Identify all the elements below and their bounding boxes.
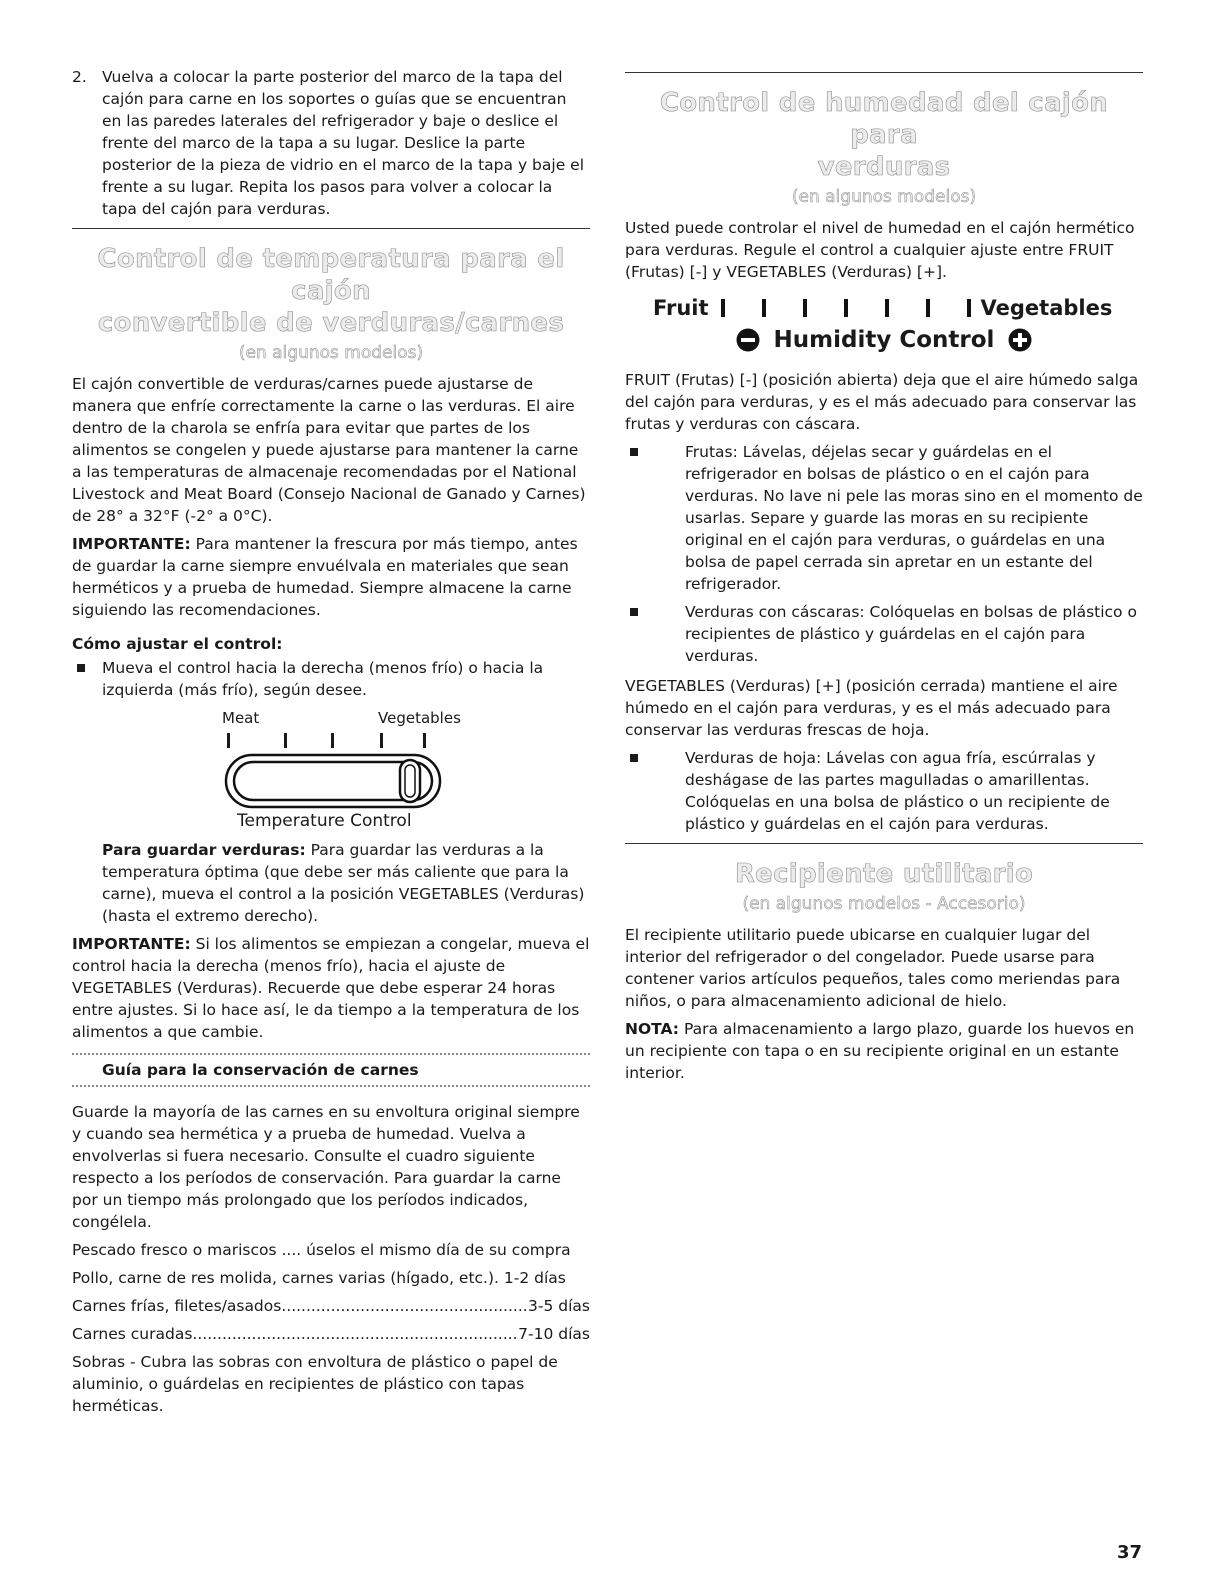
tick-mark (331, 733, 334, 748)
vegetable-tips-list (625, 747, 1143, 835)
scale-bar (762, 299, 766, 317)
guide-value: 7-10 días (518, 1325, 590, 1343)
humidity-section-title (625, 87, 1143, 183)
guide-item: Carnes frías, filetes/asados (72, 1297, 282, 1315)
store-vegetables-label: Para guardar verduras: (102, 841, 306, 859)
important-note-2 (72, 933, 590, 1043)
important-label: IMPORTANTE: (72, 535, 191, 553)
title-line-2: convertible de verduras/carnes (97, 308, 565, 338)
fruit-label: Fruit (653, 296, 709, 320)
section-divider (625, 843, 1143, 844)
tick-mark (423, 733, 426, 748)
minus-circle-icon[interactable] (736, 328, 760, 352)
guide-value: 3-5 días (528, 1297, 590, 1315)
humidity-control-row (625, 323, 1143, 357)
slider-knob-icon (400, 760, 420, 802)
guide-item: Carnes curadas (72, 1325, 193, 1343)
left-column (72, 66, 590, 1423)
temperature-section-subtitle: (en algunos modelos) (238, 343, 424, 363)
meat-label: Meat (222, 709, 260, 727)
meat-guide-heading: Guía para la conservación de carnes (72, 1053, 590, 1087)
important-text: Para mantener la frescura por más tiempo, antes de guardar la carne siempre envuélvala en materiales que sean herméticos y a prueba de humedad. Siempre almacene la carne siguiendo las recomendaciones. (72, 535, 578, 619)
note-label: NOTA: (625, 1020, 680, 1038)
temperature-intro: El cajón convertible de verduras/carnes puede ajustarse de manera que enfríe correctamente la carne o las verduras. El aire dentro de la charola se enfría para evitar que partes de los alimentos se congelen y puede ajustarse para mantener la carne a las temperaturas de almacenaje recomendadas por el National Livestock and Meat Board (Consejo Nacional de Ganado y Carnes) de 28° a 32°F (-2° a 0°C). (72, 375, 586, 525)
step-2 (72, 66, 590, 220)
page-number: 37 (1116, 1542, 1142, 1563)
plus-circle-icon[interactable] (1008, 328, 1032, 352)
list-item: Verduras de hoja: Lávelas con agua fría, escúrralas y deshágase de las partes magulladas o amarillentas. Colóquelas en una bolsa de plástico o un recipiente de plástico y guárdelas en el cajón para verduras. (625, 747, 1143, 835)
tick-mark (380, 733, 383, 748)
utility-bin-title: Recipiente utilitario (734, 859, 1034, 889)
list-item (72, 657, 590, 701)
step-text: Vuelva a colocar la parte posterior del marco de la tapa del cajón para carne en los soportes o guías que se encuentran en las paredes laterales del refrigerador y baje o deslice el frente del marco de la tapa a su lugar. Deslice la parte posterior de la pieza de vidrio en el marco de la tapa y baje el frente a su lugar. Repita los pasos para volver a colocar la tapa del cajón para verduras. (102, 68, 584, 218)
list-item-text: Mueva el control hacia la derecha (menos frío) o hacia la izquierda (más frío), según desee. (102, 659, 544, 699)
scale-bar (721, 299, 725, 317)
humidity-intro: Usted puede controlar el nivel de humedad en el cajón hermético para verduras. Regule el control a cualquier ajuste entre FRUIT (Frutas) [-] y VEGETABLES (Verduras) [+]. (625, 219, 1135, 281)
how-to-heading: Cómo ajustar el control: (72, 635, 283, 653)
section-divider (625, 72, 1143, 73)
vegetables-label: Vegetables (980, 296, 1113, 320)
humidity-section-subtitle: (en algunos modelos) (791, 187, 977, 207)
meat-guide-row: Pollo, carne de res molida, carnes varias (hígado, etc.). 1-2 días (72, 1269, 566, 1287)
temperature-control-diagram (72, 709, 590, 829)
vegetables-label: Vegetables (378, 709, 461, 727)
store-vegetables-text: Para guardar las verduras a la temperatura óptima (que debe ser más caliente que para la carne), mueva el control a la posición VEGETABLES (Verduras) (hasta el extremo derecho). (102, 841, 585, 925)
utility-bin-subtitle: (en algunos modelos - Accesorio) (742, 894, 1026, 914)
dot-leader (281, 1295, 528, 1317)
step-number: 2. (72, 68, 87, 86)
meat-guide-row (72, 1295, 590, 1317)
list-item: Verduras con cáscaras: Colóquelas en bolsas de plástico o recipientes de plástico y guárdelas en el cajón para verduras. (625, 601, 1143, 667)
note-paragraph (625, 1018, 1143, 1084)
vegetables-setting-text: VEGETABLES (Verduras) [+] (posición cerrada) mantiene el aire húmedo en el cajón para verduras, y es el más adecuado para conservar las verduras frescas de hoja. (625, 677, 1118, 739)
scale-bar (803, 299, 807, 317)
fruit-tips-list (625, 441, 1143, 667)
important-text: Si los alimentos se empiezan a congelar, mueva el control hacia la derecha (menos frío), hacia el ajuste de VEGETABLES (Verduras). Recuerde que debe esperar 24 horas entre ajustes. Si lo hace así, le da tiempo a la temperatura de los alimentos a que cambie. (72, 935, 590, 1041)
temperature-control-caption: Temperature Control (237, 811, 412, 831)
tick-mark (227, 733, 230, 748)
meat-guide-intro: Guarde la mayoría de las carnes en su envoltura original siempre y cuando sea hermética y a prueba de humedad. Vuelva a envolverlas si fuera necesario. Consulte el cuadro siguiente respecto a los períodos de conservación. Para guardar la carne por un tiempo más prolongado que los períodos indicados, congélela. (72, 1103, 580, 1231)
utility-bin-text: El recipiente utilitario puede ubicarse en cualquier lugar del interior del refrigerador o del congelador. Puede usarse para contener varios artículos pequeños, tales como meriendas para niños, o para almacenamiento adicional de hielo. (625, 926, 1121, 1010)
how-to-list (72, 657, 590, 701)
title-line-2: verduras (817, 152, 951, 182)
humidity-control-label: Humidity Control (773, 327, 995, 353)
humidity-scale (625, 293, 1143, 323)
scale-bar (844, 299, 848, 317)
title-line-1: Control de humedad del cajón para (659, 88, 1109, 150)
right-column (625, 72, 1143, 1090)
title-line-1: Control de temperatura para el cajón (97, 244, 565, 306)
important-label: IMPORTANTE: (72, 935, 191, 953)
list-item: Frutas: Lávelas, déjelas secar y guárdelas en el refrigerador en bolsas de plástico o en el cajón para verduras. No lave ni pele las moras sino en el momento de usarlas. Separe y guarde las moras en su recipiente original en el cajón para verduras, o guárdelas en una bolsa de papel cerrada sin apretar en un estante del refrigerador. (625, 441, 1143, 595)
scale-bar (885, 299, 889, 317)
slider-track-icon[interactable] (224, 753, 444, 809)
dot-leader (192, 1323, 518, 1345)
meat-guide-row (72, 1323, 590, 1345)
temperature-section-title (72, 243, 590, 339)
meat-guide-row: Pescado fresco o mariscos .... úselos el mismo día de su compra (72, 1241, 571, 1259)
store-vegetables-paragraph (72, 839, 590, 927)
tick-mark (284, 733, 287, 748)
fruit-setting-text: FRUIT (Frutas) [-] (posición abierta) deja que el aire húmedo salga del cajón para verduras, y es el más adecuado para conservar las frutas y verduras con cáscara. (625, 371, 1139, 433)
scale-bar (967, 299, 971, 317)
scale-bar (926, 299, 930, 317)
section-divider (72, 228, 590, 229)
leftovers-text: Sobras - Cubra las sobras con envoltura de plástico o papel de aluminio, o guárdelas en recipientes de plástico con tapas herméticas. (72, 1353, 558, 1415)
note-text: Para almacenamiento a largo plazo, guarde los huevos en un recipiente con tapa o en su recipiente original en un estante interior. (625, 1020, 1135, 1082)
important-note-1 (72, 533, 590, 621)
humidity-control-diagram (625, 293, 1143, 357)
